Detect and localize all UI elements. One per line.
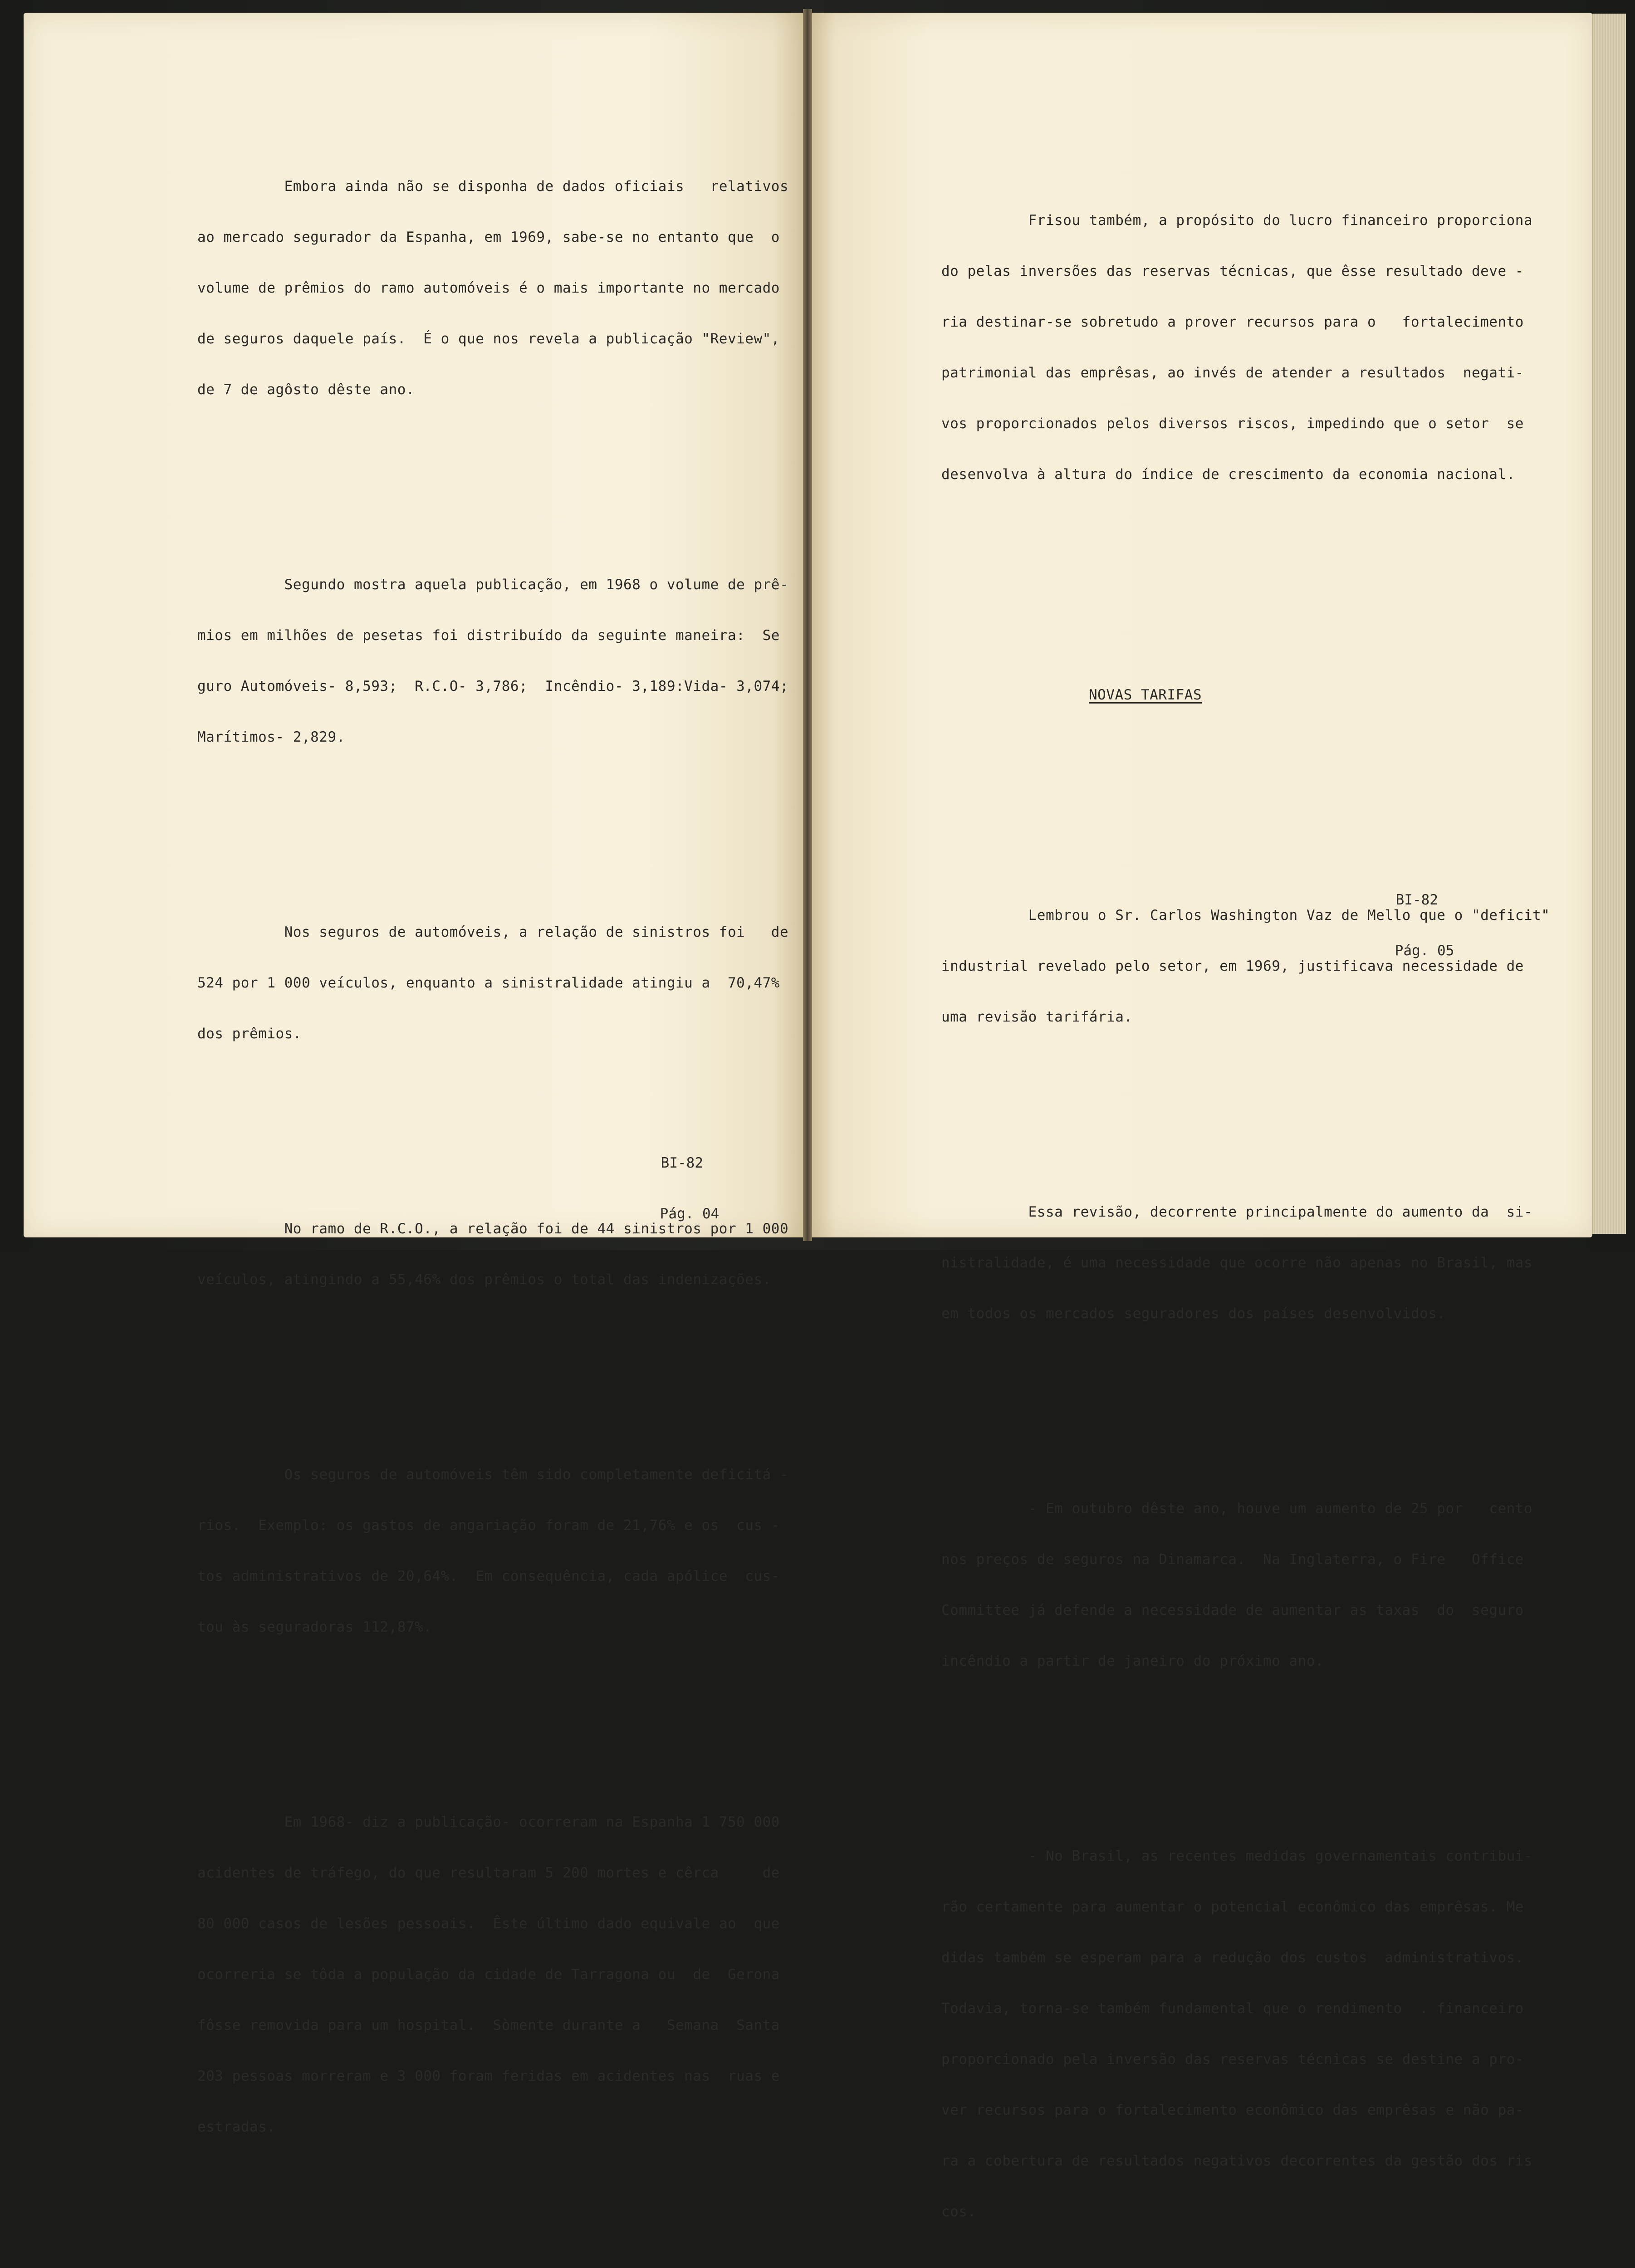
text-line: desenvolva à altura do índice de crescimento da economia nacional. [941,466,1515,483]
text-line: 80 000 casos de lesões pessoais. Êste último dado equivale ao que [197,1916,780,1932]
text-line: guro Automóveis- 8,593; R.C.O- 3,786; Incêndio- 3,189:Vida- 3,074; [197,678,789,694]
text-line: uma revisão tarifária. [941,1009,1133,1025]
text-line: Marítimos- 2,829. [197,729,345,745]
right-body [889,132,1550,2268]
text-line: cos. [941,2204,976,2220]
text-line: do pelas inversões das reservas técnicas, que êsse resultado deve - [941,263,1524,279]
text-line: industrial revelado pelo setor, em 1969, justificava necessidade de [941,958,1524,974]
text-line: de seguros daquele país. É o que nos revela a publicação "Review", [197,331,780,347]
text-line: tou às seguradoras 112,87%. [197,1619,432,1635]
text-line: Todavia, torna-se também fundamental que o rendimento . financeiro [941,2000,1524,2017]
text-line: Frisou também, a propósito do lucro financeiro proporciona [941,212,1533,229]
page-number: Pág. 04 [660,1206,720,1222]
paragraph-spain-market [145,148,789,428]
paragraph-traffic-accidents [145,1784,780,2165]
text-line: mios em milhões de pesetas foi distribuído da seguinte maneira: Se [197,627,780,644]
text-line: 524 por 1 000 veículos, enquanto a sinistralidade atingiu a 70,47% [197,975,780,991]
text-line: ra a cobertura de resultados negativos decorrentes da gestão dos ris [941,2153,1533,2169]
section-heading: NOVAS TARIFAS [1089,687,1202,703]
text-line: volume de prêmios do ramo automóveis é o mais importante no mercado [197,280,780,296]
text-line: em todos os mercados seguradores dos países desenvolvidos. [941,1305,1446,1322]
text-line: patrimonial das emprêsas, ao invés de atender a resultados negati- [941,365,1524,381]
text-line: ria destinar-se sobretudo a prover recursos para o fortalecimento [941,314,1524,330]
text-line: Embora ainda não se disponha de dados oficiais relativos [197,178,789,195]
text-line: ver recursos para o fortalecimento econômico das emprêsas e não pa- [941,2102,1524,2118]
text-line: Nos seguros de automóveis, a relação de sinistros foi de [197,924,789,940]
text-line: de 7 de agôsto dêste ano. [197,381,415,398]
text-line: Em 1968- diz a publicação- ocorreram na Espanha 1 750 000 [197,1814,780,1830]
right-footer [1361,862,1454,989]
text-line: No ramo de R.C.O., a relação foi de 44 sinistros por 1 000 [197,1221,789,1237]
text-line: 203 pessoas morreram e 3 000 foram feridas em acidentes nas ruas e [197,2068,780,2084]
text-line: Essa revisão, decorrente principalmente do aumento da si- [941,1204,1533,1220]
text-line: Lembrou o Sr. Carlos Washington Vaz de Mello que o "deficit" [941,907,1550,924]
page-edges [1592,14,1626,1234]
text-line: incêndio a partir de janeiro do próximo ano. [941,1653,1324,1669]
text-line: tos administrativos de 20,64%. Em consequência, cada apólice cus- [197,1568,780,1584]
text-line: proporcionado pela inversão das reservas técnicas se destine a pro- [941,2051,1524,2068]
paragraph-brazil-measures [889,1818,1533,2250]
text-line: fôsse removida para um hospital. Sòmente durante a Semana Santa [197,2017,780,2033]
text-line: Os seguros de automóveis têm sido completamente deficitá - [197,1466,789,1483]
text-line: didas também se esperam para a redução dos custos administrativos. [941,1950,1524,1966]
text-line: nos preços de seguros na Dinamarca. Na Inglaterra, o Fire Office [941,1551,1524,1568]
text-line: estradas. [197,2119,276,2135]
text-line: ao mercado segurador da Espanha, em 1969, sabe-se no entanto que o [197,229,780,245]
page-number: Pág. 05 [1395,943,1454,959]
paragraph-denmark-england [889,1471,1533,1699]
paragraph-deficit [145,1437,789,1665]
paragraph-premium-volume [145,547,789,775]
text-line: - Em outubro dêste ano, houve um aumento de 25 por cento [941,1501,1533,1517]
text-line: Segundo mostra aquela publicação, em 1968 o volume de prê- [197,577,789,593]
text-line: nistralidade, é uma necessidade que ocorre não apenas no Brasil, mas [941,1255,1533,1271]
text-line: ocorreria se tôda a população da cidade de Tarragona ou de Gerona [197,1966,780,1983]
book-spine [803,9,812,1241]
text-line: - No Brasil, as recentes medidas governamentais contribui- [941,1848,1533,1864]
text-line: veículos, atingindo a 55,46% dos prêmios o total das indenizações. [197,1271,771,1288]
text-line: rios. Exemplo: os gastos de angariação foram de 21,76% e os cus - [197,1517,780,1534]
paragraph-auto-claims [145,894,789,1072]
document-reference: BI-82 [1395,892,1438,908]
left-footer [626,1125,720,1252]
paragraph-necessity [889,1174,1533,1352]
text-line: Committee já defende a necessidade de aumentar as taxas do seguro [941,1602,1524,1618]
text-line: dos prêmios. [197,1026,302,1042]
paragraph-financial-profit [889,182,1533,513]
text-line: rão certamente para aumentar o potencial econômico das emprêsas. Me [941,1899,1524,1915]
text-line: acidentes de tráfego, do que resultaram 5 200 mortes e cêrca de [197,1865,780,1881]
document-reference: BI-82 [661,1155,703,1171]
text-line: vos proporcionados pelos diversos riscos, impedindo que o setor se [941,415,1524,432]
